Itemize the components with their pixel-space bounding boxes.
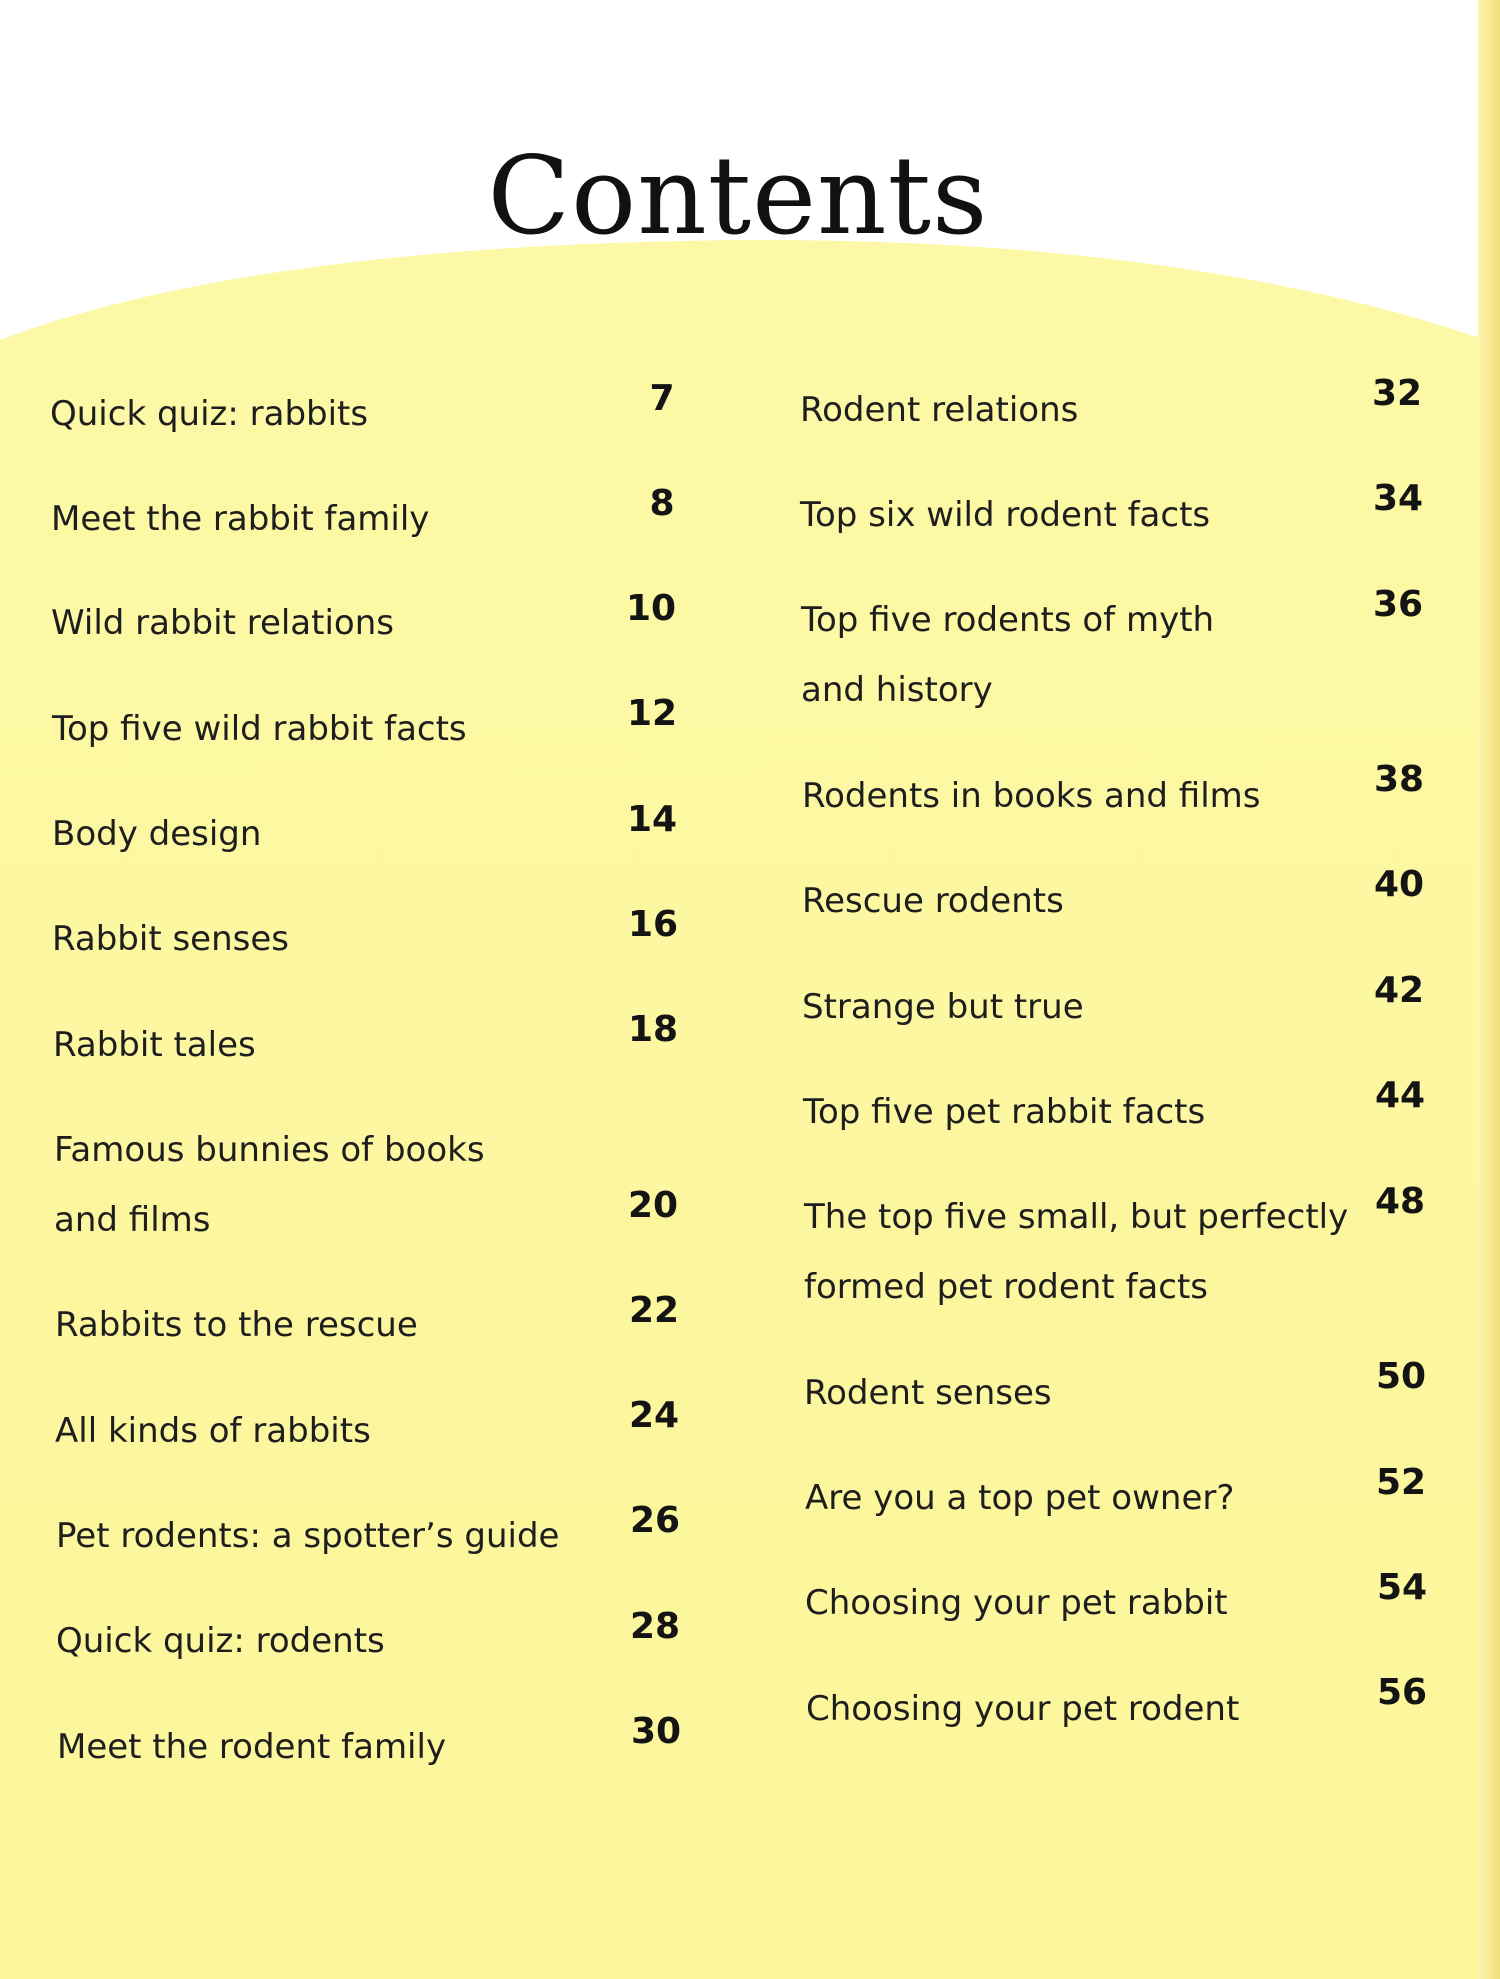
- toc-entry-page: 40: [1373, 864, 1425, 905]
- toc-entry-page: 22: [628, 1290, 680, 1331]
- toc-entry-title: Quick quiz: rodents: [56, 1621, 385, 1661]
- toc-entry-page: 8: [649, 483, 675, 524]
- toc-entry-title: Quick quiz: rabbits: [50, 394, 369, 434]
- toc-entry-title: Choosing your pet rabbit: [805, 1583, 1228, 1623]
- toc-entry-title: All kinds of rabbits: [55, 1411, 371, 1451]
- toc-entry-title: Rodents in books and films: [802, 776, 1261, 816]
- toc-entry-page: 26: [629, 1500, 681, 1541]
- toc-entry-title: Rabbits to the rescue: [55, 1305, 418, 1345]
- toc-entry-title: Top five wild rabbit facts: [52, 709, 467, 749]
- toc-entry-title: Rabbit tales: [53, 1025, 256, 1065]
- toc-entry-title: Top five pet rabbit facts: [803, 1092, 1206, 1132]
- toc-entry-page: 24: [628, 1395, 680, 1436]
- toc-entry-page: 14: [626, 799, 678, 840]
- toc-entry-title: The top five small, but perfectly: [804, 1197, 1349, 1237]
- toc-entry-page: 16: [627, 904, 679, 945]
- toc-entry-page: 52: [1375, 1462, 1427, 1503]
- toc-entry-page: 30: [630, 1711, 682, 1752]
- toc-entry-title: Top six wild rodent facts: [800, 495, 1211, 535]
- toc-entry-title: Strange but true: [802, 987, 1084, 1027]
- toc-entry-page: 48: [1374, 1181, 1426, 1222]
- toc-entry-title: Wild rabbit relations: [51, 603, 394, 643]
- toc-entry-page: 18: [627, 1009, 679, 1050]
- page-title: Contents: [487, 134, 989, 260]
- toc-entry-page: 7: [649, 378, 675, 419]
- toc-entry-title: Famous bunnies of books: [54, 1130, 485, 1170]
- toc-entry-page: 20: [627, 1185, 679, 1226]
- toc-entry-title-continued: and history: [801, 670, 993, 710]
- toc-entry-title: Rabbit senses: [52, 919, 289, 959]
- page-edge: [1478, 0, 1500, 1979]
- toc-entry-title: Pet rodents: a spotter’s guide: [56, 1516, 560, 1556]
- toc-entry-title: Are you a top pet owner?: [805, 1478, 1235, 1518]
- toc-entry-page: 12: [626, 693, 678, 734]
- toc-entry-page: 50: [1375, 1356, 1427, 1397]
- toc-entry-title: Rescue rodents: [802, 881, 1064, 921]
- toc-entry-title: Rodent senses: [804, 1373, 1052, 1413]
- toc-entry-title: Meet the rodent family: [57, 1727, 447, 1767]
- toc-entry-page: 36: [1372, 584, 1424, 625]
- toc-entry-page: 34: [1372, 478, 1424, 519]
- toc-entry-page: 10: [625, 588, 677, 629]
- toc-entry-title: Meet the rabbit family: [51, 499, 430, 539]
- toc-entry-page: 32: [1371, 373, 1423, 414]
- toc-entry-title: Choosing your pet rodent: [806, 1689, 1240, 1729]
- toc-entry-page: 44: [1374, 1075, 1426, 1116]
- toc-entry-title: Body design: [52, 814, 262, 854]
- toc-entry-page: 54: [1376, 1567, 1428, 1608]
- toc-entry-title: Rodent relations: [800, 390, 1079, 430]
- toc-entry-page: 38: [1373, 759, 1425, 800]
- toc-entry-title-continued: formed pet rodent facts: [804, 1267, 1208, 1307]
- toc-entry-title: Top five rodents of myth: [801, 600, 1215, 640]
- toc-entry-page: 28: [629, 1606, 681, 1647]
- toc-entry-page: 56: [1376, 1672, 1428, 1713]
- toc-entry-title-continued: and films: [54, 1200, 211, 1240]
- toc-entry-page: 42: [1373, 970, 1425, 1011]
